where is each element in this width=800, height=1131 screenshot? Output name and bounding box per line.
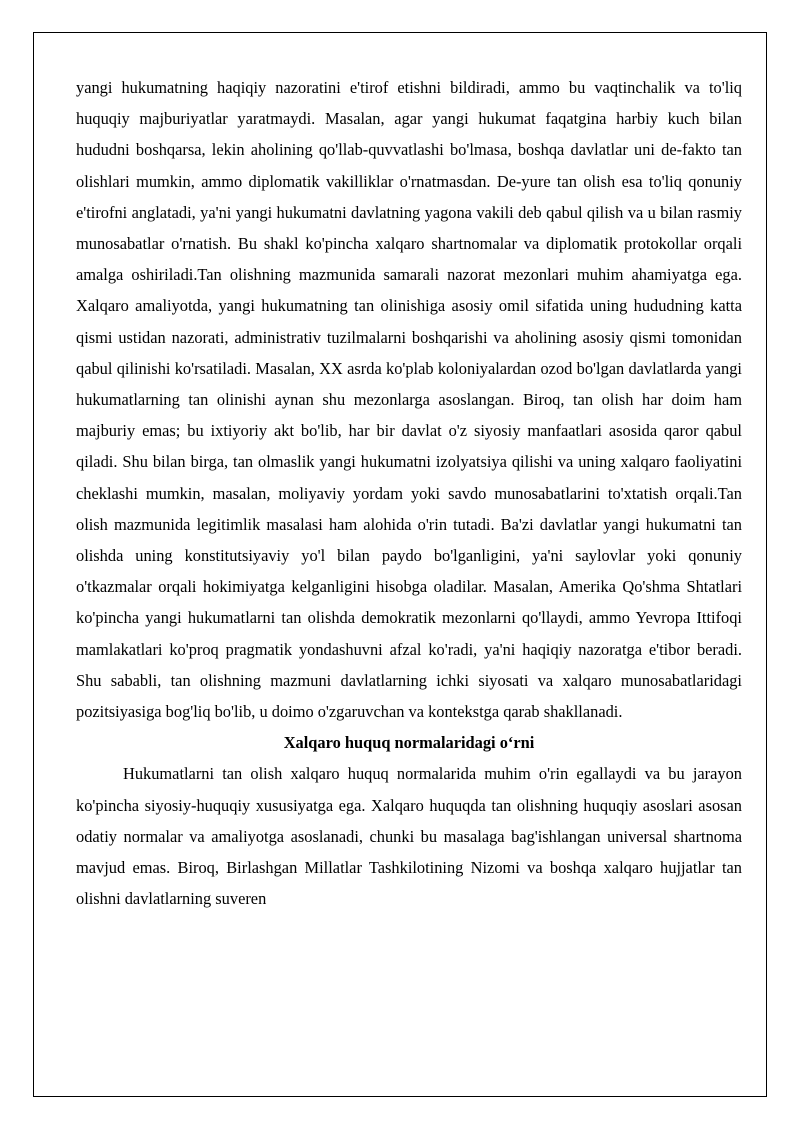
- body-paragraph: yangi hukumatning haqiqiy nazoratini e'tirof etishni bildiradi, ammo bu vaqtinchalik va to'liq huquqiy majburiyatlar yaratmaydi. Masalan, agar yangi hukumat faqatgina harbiy kuch bilan hududni boshqarsa, lekin aholining qo'llab-quvvatlashi bo'lmasa, boshqa davlatlar uni de-fakto tan olishlari mumkin, ammo diplomatik vakilliklar o'rnatmasdan. De-yure tan olish esa to'liq qonuniy e'tirofni anglatadi, ya'ni yangi hukumatni davlatning yagona vakili deb qabul qilish va u bilan rasmiy munosabatlar o'rnatish. Bu shakl ko'pincha xalqaro shartnomalar va diplomatik protokollar orqali amalga oshiriladi.Tan olishning mazmunida samarali nazorat mezonlari muhim ahamiyatga ega. Xalqaro amaliyotda, yangi hukumatning tan olinishiga asosiy omil sifatida uning hududning katta qismi ustidan nazorati, administrativ tuzilmalarni boshqarishi va aholining asosiy qismi tomonidan qabul qilinishi ko'rsatiladi. Masalan, XX asrda ko'plab koloniyalardan ozod bo'lgan davlatlarda yangi hukumatlarning tan olinishi aynan shu mezonlarga asoslangan. Biroq, tan olish har doim ham majburiy emas; bu ixtiyoriy akt bo'lib, har bir davlat o'z siyosiy manfaatlari asosida qaror qabul qiladi. Shu bilan birga, tan olmaslik yangi hukumatni izolyatsiya qilishi va uning xalqaro faoliyatini cheklashi mumkin, masalan, moliyaviy yordam yoki savdo munosabatlarini to'xtatish orqali.Tan olish mazmunida legitimlik masalasi ham alohida o'rin tutadi. Ba'zi davlatlar yangi hukumatni tan olishda uning konstitutsiyaviy yo'l bilan paydo bo'lganligini, ya'ni saylovlar yoki qonuniy o'tkazmalar orqali hokimiyatga kelganligini hisobga oladilar. Masalan, Amerika Qo'shma Shtatlari ko'pincha yangi hukumatlarni tan olishda demokratik mezonlarni qo'llaydi, ammo Yevropa Ittifoqi mamlakatlari ko'proq pragmatik yondashuvni afzal ko'radi, ya'ni haqiqiy nazoratga e'tibor beradi. Shu sababli, tan olishning mazmuni davlatlarning ichki siyosati va xalqaro munosabatlaridagi pozitsiyasiga bog'liq bo'lib, u doimo o'zgaruvchan va kontekstga qarab shakllanadi.: [76, 78, 742, 722]
- section-heading: Xalqaro huquq normalaridagi o‘rni: [283, 733, 535, 753]
- document-body: [76, 72, 742, 914]
- body-paragraph: Hukumatlarni tan olish xalqaro huquq normalarida muhim o'rin egallaydi va bu jarayon ko'pincha siyosiy-huquqiy xususiyatga ega. Xalqaro huquqda tan olishning huquqiy asoslari asosan odatiy normalar va amaliyotga asoslanadi, chunki bu masalaga bag'ishlangan universal shartnoma mavjud emas. Biroq, Birlashgan Millatlar Tashkilotining Nizomi va boshqa xalqaro hujjatlar tan olishni davlatlarning suveren: [76, 764, 742, 909]
